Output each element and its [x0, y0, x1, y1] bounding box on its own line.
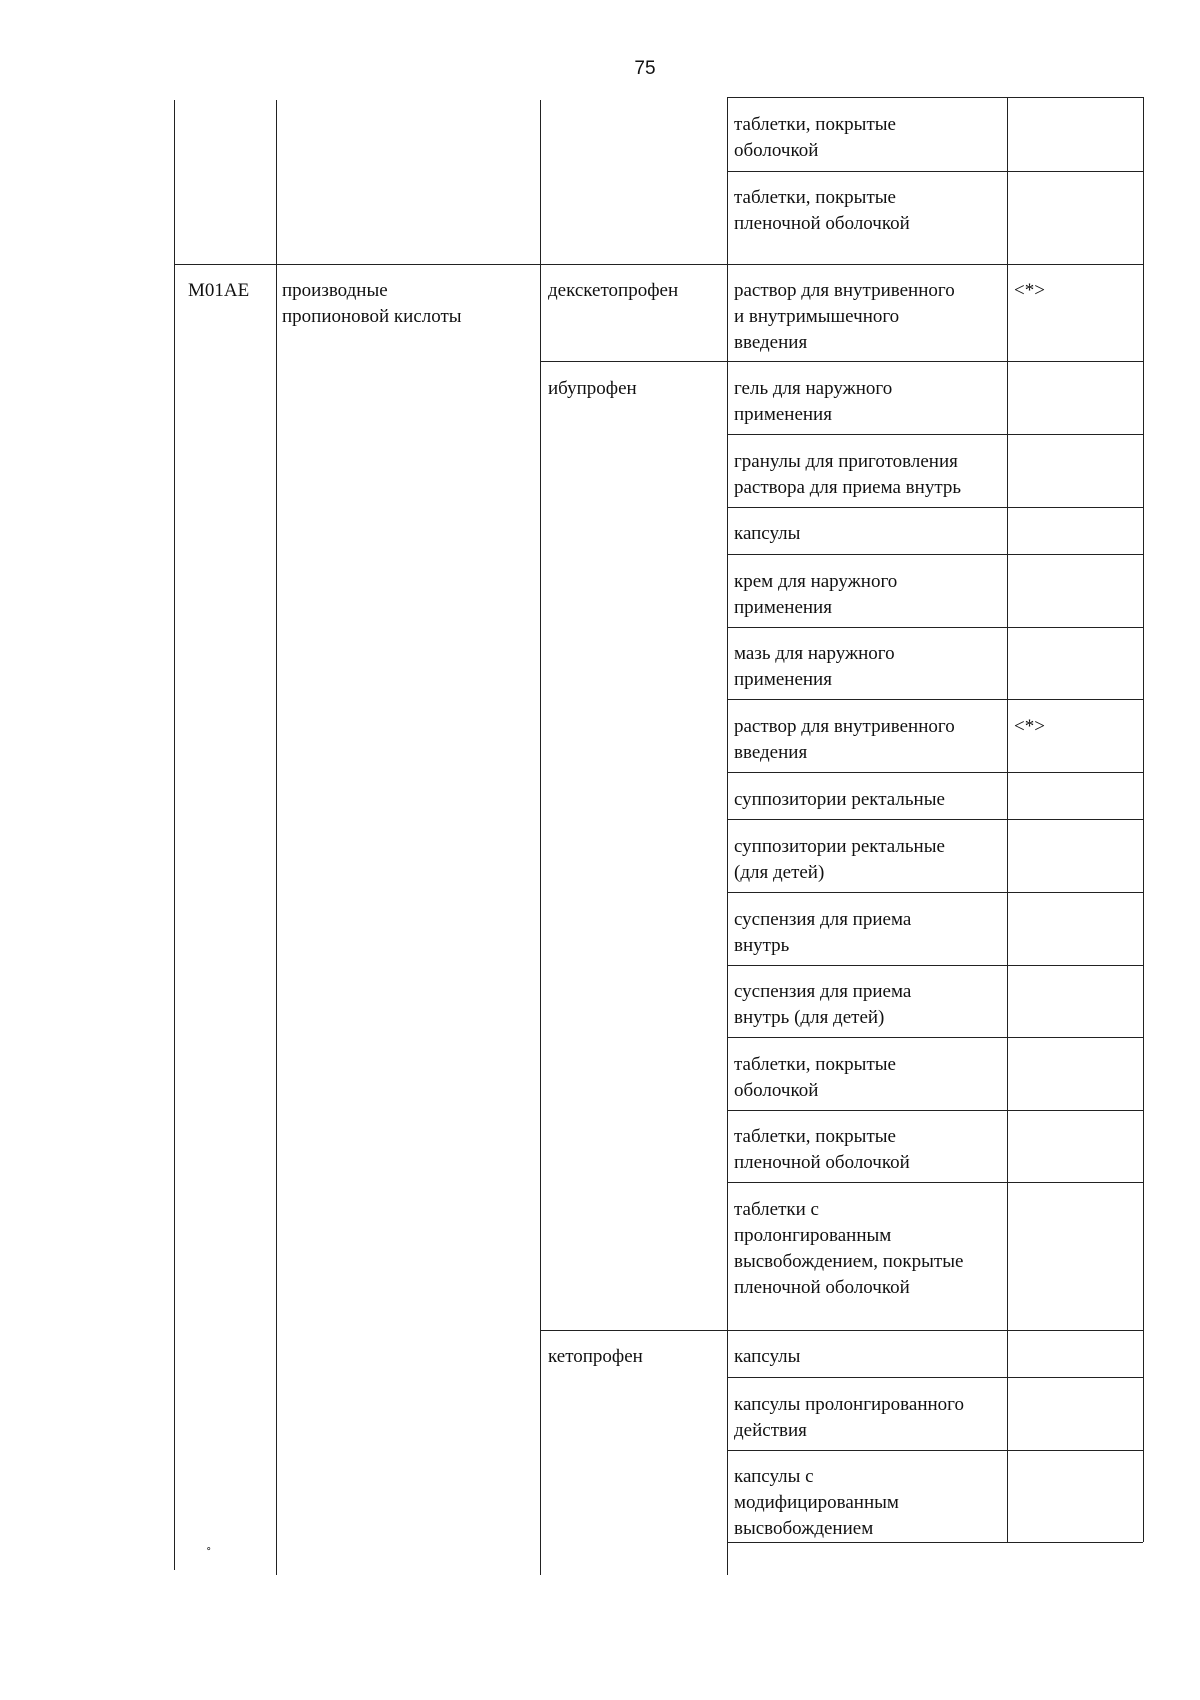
- row-border: [540, 1330, 1143, 1331]
- scan-mark: ∘: [206, 1543, 212, 1555]
- row-border: [727, 1110, 1143, 1111]
- pharm-group-cell: производные пропионовой кислоты: [282, 280, 462, 327]
- dosage-form-cell: гранулы для приготовления раствора для приема внутрь: [734, 451, 962, 498]
- dosage-form-cell: таблетки с пролонгированным высвобождением, покрытые пленочной оболочкой: [734, 1199, 964, 1298]
- column-divider-group: [540, 100, 541, 1575]
- row-border: [727, 1450, 1143, 1451]
- dosage-form-cell: таблетки, покрытые пленочной оболочкой: [734, 1126, 910, 1173]
- note-cell: <*>: [1014, 716, 1045, 737]
- row-border: [727, 1542, 1143, 1543]
- row-border: [727, 97, 1143, 98]
- row-border: [727, 819, 1143, 820]
- dosage-form-cell: раствор для внутривенного введения: [734, 716, 955, 763]
- row-border: [727, 627, 1143, 628]
- inn-cell: ибупрофен: [548, 378, 637, 399]
- dosage-form-cell: капсулы с модифицированным высвобождением: [734, 1466, 899, 1539]
- note-cell: <*>: [1014, 280, 1045, 301]
- row-border: [727, 772, 1143, 773]
- row-border: [727, 171, 1143, 172]
- row-border: [174, 264, 1143, 265]
- atc-code-cell: M01AE: [188, 280, 250, 301]
- dosage-form-cell: таблетки, покрытые оболочкой: [734, 1054, 896, 1101]
- row-border: [727, 1037, 1143, 1038]
- column-divider-right: [1143, 97, 1144, 1542]
- dosage-form-cell: суппозитории ректальные (для детей): [734, 836, 945, 883]
- column-divider-code: [276, 100, 277, 1575]
- dosage-form-cell: крем для наружного применения: [734, 571, 898, 618]
- dosage-form-cell: капсулы: [734, 1346, 801, 1367]
- inn-cell: декскетопрофен: [548, 280, 679, 301]
- row-border: [727, 965, 1143, 966]
- page-number: 75: [634, 58, 656, 79]
- row-border: [727, 892, 1143, 893]
- inn-cell: кетопрофен: [548, 1346, 643, 1367]
- dosage-form-cell: гель для наружного применения: [734, 378, 893, 425]
- column-divider-left: [174, 100, 175, 1570]
- dosage-form-cell: капсулы пролонгированного действия: [734, 1394, 964, 1441]
- row-border: [727, 434, 1143, 435]
- row-border: [727, 554, 1143, 555]
- row-border: [727, 507, 1143, 508]
- dosage-form-cell: мазь для наружного применения: [734, 643, 895, 690]
- row-border: [727, 1377, 1143, 1378]
- dosage-form-cell: суппозитории ректальные: [734, 789, 945, 810]
- dosage-form-cell: суспензия для приема внутрь (для детей): [734, 981, 912, 1028]
- row-border: [727, 699, 1143, 700]
- dosage-form-cell: таблетки, покрытые оболочкой: [734, 114, 896, 161]
- dosage-form-cell: суспензия для приема внутрь: [734, 909, 912, 956]
- row-border: [540, 361, 1143, 362]
- dosage-form-cell: раствор для внутривенного и внутримышечного введения: [734, 280, 955, 353]
- column-divider-inn: [727, 97, 728, 1575]
- dosage-form-cell: таблетки, покрытые пленочной оболочкой: [734, 187, 910, 234]
- row-border: [727, 1182, 1143, 1183]
- dosage-form-cell: капсулы: [734, 523, 801, 544]
